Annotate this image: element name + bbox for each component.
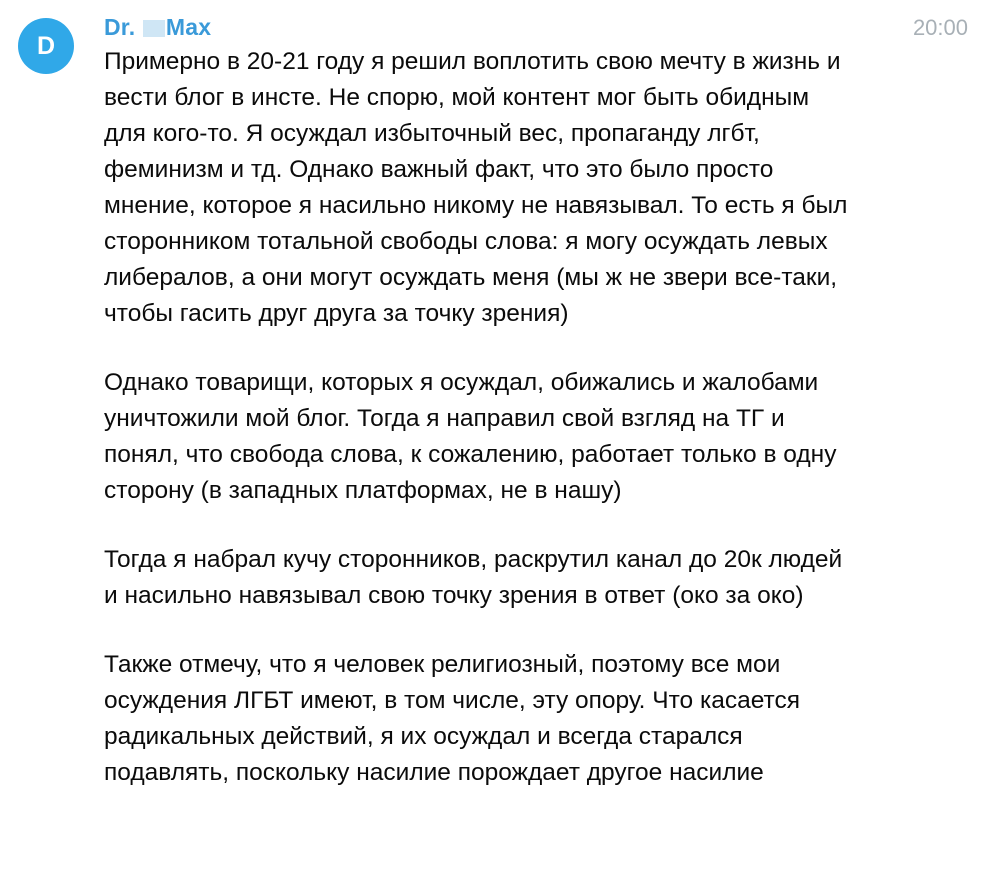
message-header	[104, 14, 974, 41]
message-paragraph: Однако товарищи, которых я осуждал, обижались и жалобами уничтожили мой блог. Тогда я направил свой взгляд на ТГ и понял, что свобода слова, к сожалению, работает только в одну сторону (в западных платформах, не в нашу)	[104, 369, 837, 504]
message-paragraph: Также отмечу, что я человек религиозный, поэтому все мои осуждения ЛГБТ имеют, в том числе, эту опору. Что касается радикальных действий, я их осуждал и всегда старался подавлять, поскольку насилие порождает другое насилие	[104, 651, 801, 786]
avatar[interactable]	[18, 18, 74, 74]
message-paragraph: Тогда я набрал кучу сторонников, раскрутил канал до 20к людей и насильно навязывал свою точку зрения в ответ (око за око)	[104, 546, 843, 609]
sender-name-prefix: Dr.	[104, 14, 136, 40]
message-paragraph: Примерно в 20-21 году я решил воплотить свою мечту в жизнь и вести блог в инсте. Не спорю, мой контент мог быть обидным для кого-то. Я осуждал избыточный вес, пропаганду лгбт, феминизм и тд. Однако важный факт, что это было просто мнение, которое я насильно никому не навязывал. То есть я был сторонником тотальной свободы слова: я могу осуждать левых либералов, а они могут осуждать меня (мы ж не звери все-таки, чтобы гасить друг друга за точку зрения)	[104, 48, 848, 327]
message-text	[104, 41, 849, 791]
redaction-block-icon	[143, 20, 165, 37]
avatar-initial: D	[36, 31, 56, 60]
sender-name[interactable]	[104, 14, 211, 41]
message-body	[74, 14, 974, 791]
sender-name-suffix: Max	[165, 14, 212, 40]
message-timestamp: 20:00	[912, 15, 968, 40]
